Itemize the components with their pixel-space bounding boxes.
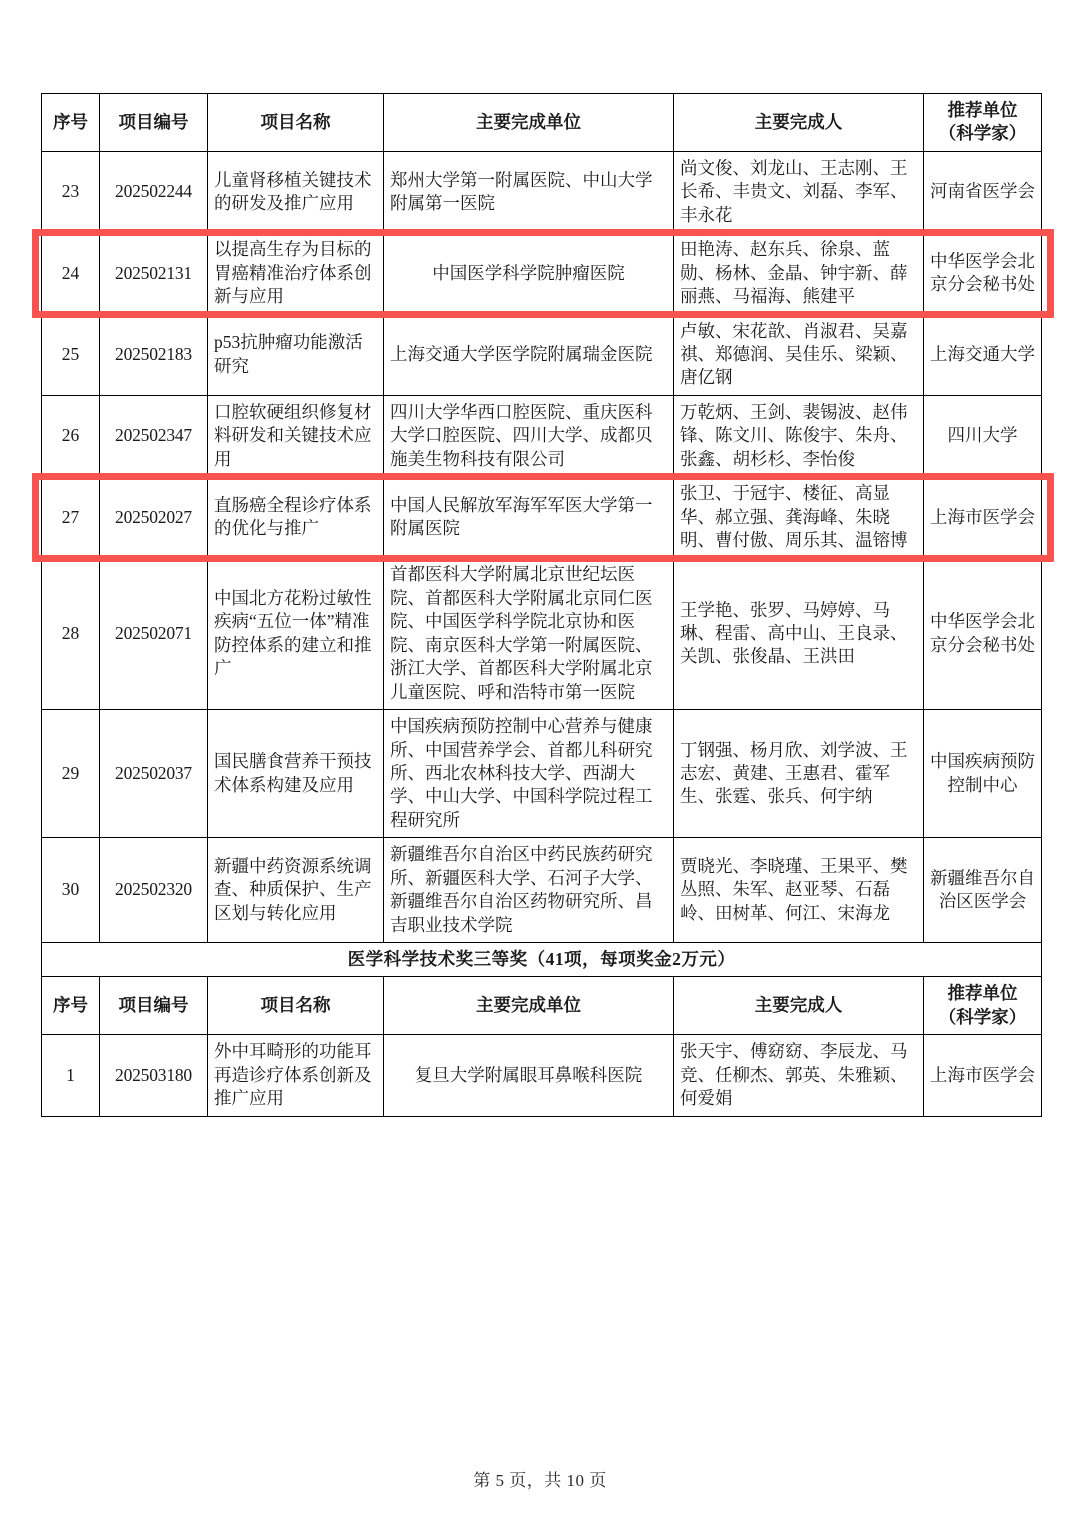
row-project-name: 国民膳食营养干预技术体系构建及应用 [208,710,384,838]
row-code: 202502037 [100,710,208,838]
header-recommender-line2: （科学家） [938,1006,1027,1027]
row-recommender: 新疆维吾尔自治区医学会 [924,838,1042,943]
row-recommender: 四川大学 [924,395,1042,476]
row-project-name: 直肠癌全程诊疗体系的优化与推广 [208,477,384,558]
row-seq: 23 [42,151,100,232]
header-unit: 主要完成单位 [384,94,674,152]
row-seq: 27 [42,477,100,558]
row-unit: 首都医科大学附属北京世纪坛医院、首都医科大学附属北京同仁医院、中国医学科学院北京协和医院、南京医科大学第一附属医院、浙江大学、首都医科大学附属北京儿童医院、呼和浩特市第一医院 [384,558,674,710]
table-row-highlighted [42,233,1042,314]
header-code: 项目编号 [100,977,208,1035]
header-person: 主要完成人 [674,94,924,152]
row-unit: 郑州大学第一附属医院、中山大学附属第一医院 [384,151,674,232]
page-footer: 第 5 页，共 10 页 [473,1471,607,1490]
header-code: 项目编号 [100,94,208,152]
row-unit: 中国疾病预防控制中心营养与健康所、中国营养学会、首都儿科研究所、西北农林科技大学、西湖大学、中山大学、中国科学院过程工程研究所 [384,710,674,838]
section-title: 医学科学技术奖三等奖（41项，每项奖金2万元） [42,943,1042,977]
section-title-row [42,943,1042,977]
row-person: 万乾炳、王剑、裴锡波、赵伟锋、陈文川、陈俊宇、朱舟、张鑫、胡杉杉、李怡俊 [674,395,924,476]
row-recommender: 中华医学会北京分会秘书处 [924,558,1042,710]
row-person: 王学艳、张罗、马婷婷、马琳、程雷、高中山、王良录、关凯、张俊晶、王洪田 [674,558,924,710]
table-row [42,1035,1042,1116]
table-row [42,151,1042,232]
row-recommender: 上海交通大学 [924,314,1042,395]
header-name: 项目名称 [208,977,384,1035]
row-person: 卢敏、宋花歆、肖淑君、吴嘉祺、郑德润、吴佳乐、梁颖、唐亿钢 [674,314,924,395]
header-recommender-line1: 推荐单位 [947,100,1018,120]
row-code: 202503180 [100,1035,208,1116]
row-project-name: 口腔软硬组织修复材料研发和关键技术应用 [208,395,384,476]
row-code: 202502183 [100,314,208,395]
row-seq: 1 [42,1035,100,1116]
row-project-name: 中国北方花粉过敏性疾病“五位一体”精准防控体系的建立和推广 [208,558,384,710]
header-recommender-line1: 推荐单位 [947,983,1018,1004]
table-row [42,558,1042,710]
row-project-name: 外中耳畸形的功能耳再造诊疗体系创新及推广应用 [208,1035,384,1116]
row-person: 丁钢强、杨月欣、刘学波、王志宏、黄建、王惠君、霍军生、张霆、张兵、何宇纳 [674,710,924,838]
row-code: 202502027 [100,477,208,558]
row-seq: 30 [42,838,100,943]
row-person: 贾晓光、李晓瑾、王果平、樊丛照、朱军、赵亚琴、石磊岭、田树革、何江、宋海龙 [674,838,924,943]
header-name: 项目名称 [208,94,384,152]
row-seq: 24 [42,233,100,314]
table-header-row-2 [42,977,1042,1035]
row-code: 202502244 [100,151,208,232]
row-person: 田艳涛、赵东兵、徐泉、蓝勋、杨林、金晶、钟宇新、薛丽燕、马福海、熊建平 [674,233,924,314]
row-seq: 25 [42,314,100,395]
row-seq: 26 [42,395,100,476]
row-person: 张卫、于冠宇、楼征、高显华、郝立强、龚海峰、朱晓明、曹付傲、周乐其、温镕博 [674,477,924,558]
row-recommender: 河南省医学会 [924,151,1042,232]
row-project-name: 儿童肾移植关键技术的研发及推广应用 [208,151,384,232]
table-row [42,395,1042,476]
header-seq: 序号 [42,977,100,1035]
row-unit: 复旦大学附属眼耳鼻喉科医院 [384,1035,674,1116]
row-unit: 中国医学科学院肿瘤医院 [384,233,674,314]
award-list-table [41,93,1042,1117]
row-code: 202502131 [100,233,208,314]
row-code: 202502071 [100,558,208,710]
table-row-highlighted [42,477,1042,558]
header-person: 主要完成人 [674,977,924,1035]
row-person: 尚文俊、刘龙山、王志刚、王长希、丰贵文、刘磊、李军、丰永花 [674,151,924,232]
row-unit: 新疆维吾尔自治区中药民族药研究所、新疆医科大学、石河子大学、新疆维吾尔自治区药物研究所、昌吉职业技术学院 [384,838,674,943]
table-header-row [42,94,1042,152]
header-recommender [924,94,1042,152]
row-recommender: 上海市医学会 [924,477,1042,558]
row-recommender: 上海市医学会 [924,1035,1042,1116]
row-project-name: 以提高生存为目标的胃癌精准治疗体系创新与应用 [208,233,384,314]
row-person: 张天宇、傅窈窈、李辰龙、马竞、任柳杰、郭英、朱雅颖、何爱娟 [674,1035,924,1116]
row-unit: 中国人民解放军海军军医大学第一附属医院 [384,477,674,558]
row-recommender: 中华医学会北京分会秘书处 [924,233,1042,314]
row-seq: 28 [42,558,100,710]
row-code: 202502347 [100,395,208,476]
header-seq: 序号 [42,94,100,152]
row-unit: 上海交通大学医学院附属瑞金医院 [384,314,674,395]
row-project-name: 新疆中药资源系统调查、种质保护、生产区划与转化应用 [208,838,384,943]
row-seq: 29 [42,710,100,838]
row-project-name: p53抗肿瘤功能激活研究 [208,314,384,395]
table-row [42,710,1042,838]
header-recommender [924,977,1042,1035]
table-row [42,314,1042,395]
header-recommender-line2: （科学家） [938,123,1027,144]
header-unit: 主要完成单位 [384,977,674,1035]
row-code: 202502320 [100,838,208,943]
row-unit: 四川大学华西口腔医院、重庆医科大学口腔医院、四川大学、成都贝施美生物科技有限公司 [384,395,674,476]
table-row [42,838,1042,943]
row-recommender: 中国疾病预防控制中心 [924,710,1042,838]
